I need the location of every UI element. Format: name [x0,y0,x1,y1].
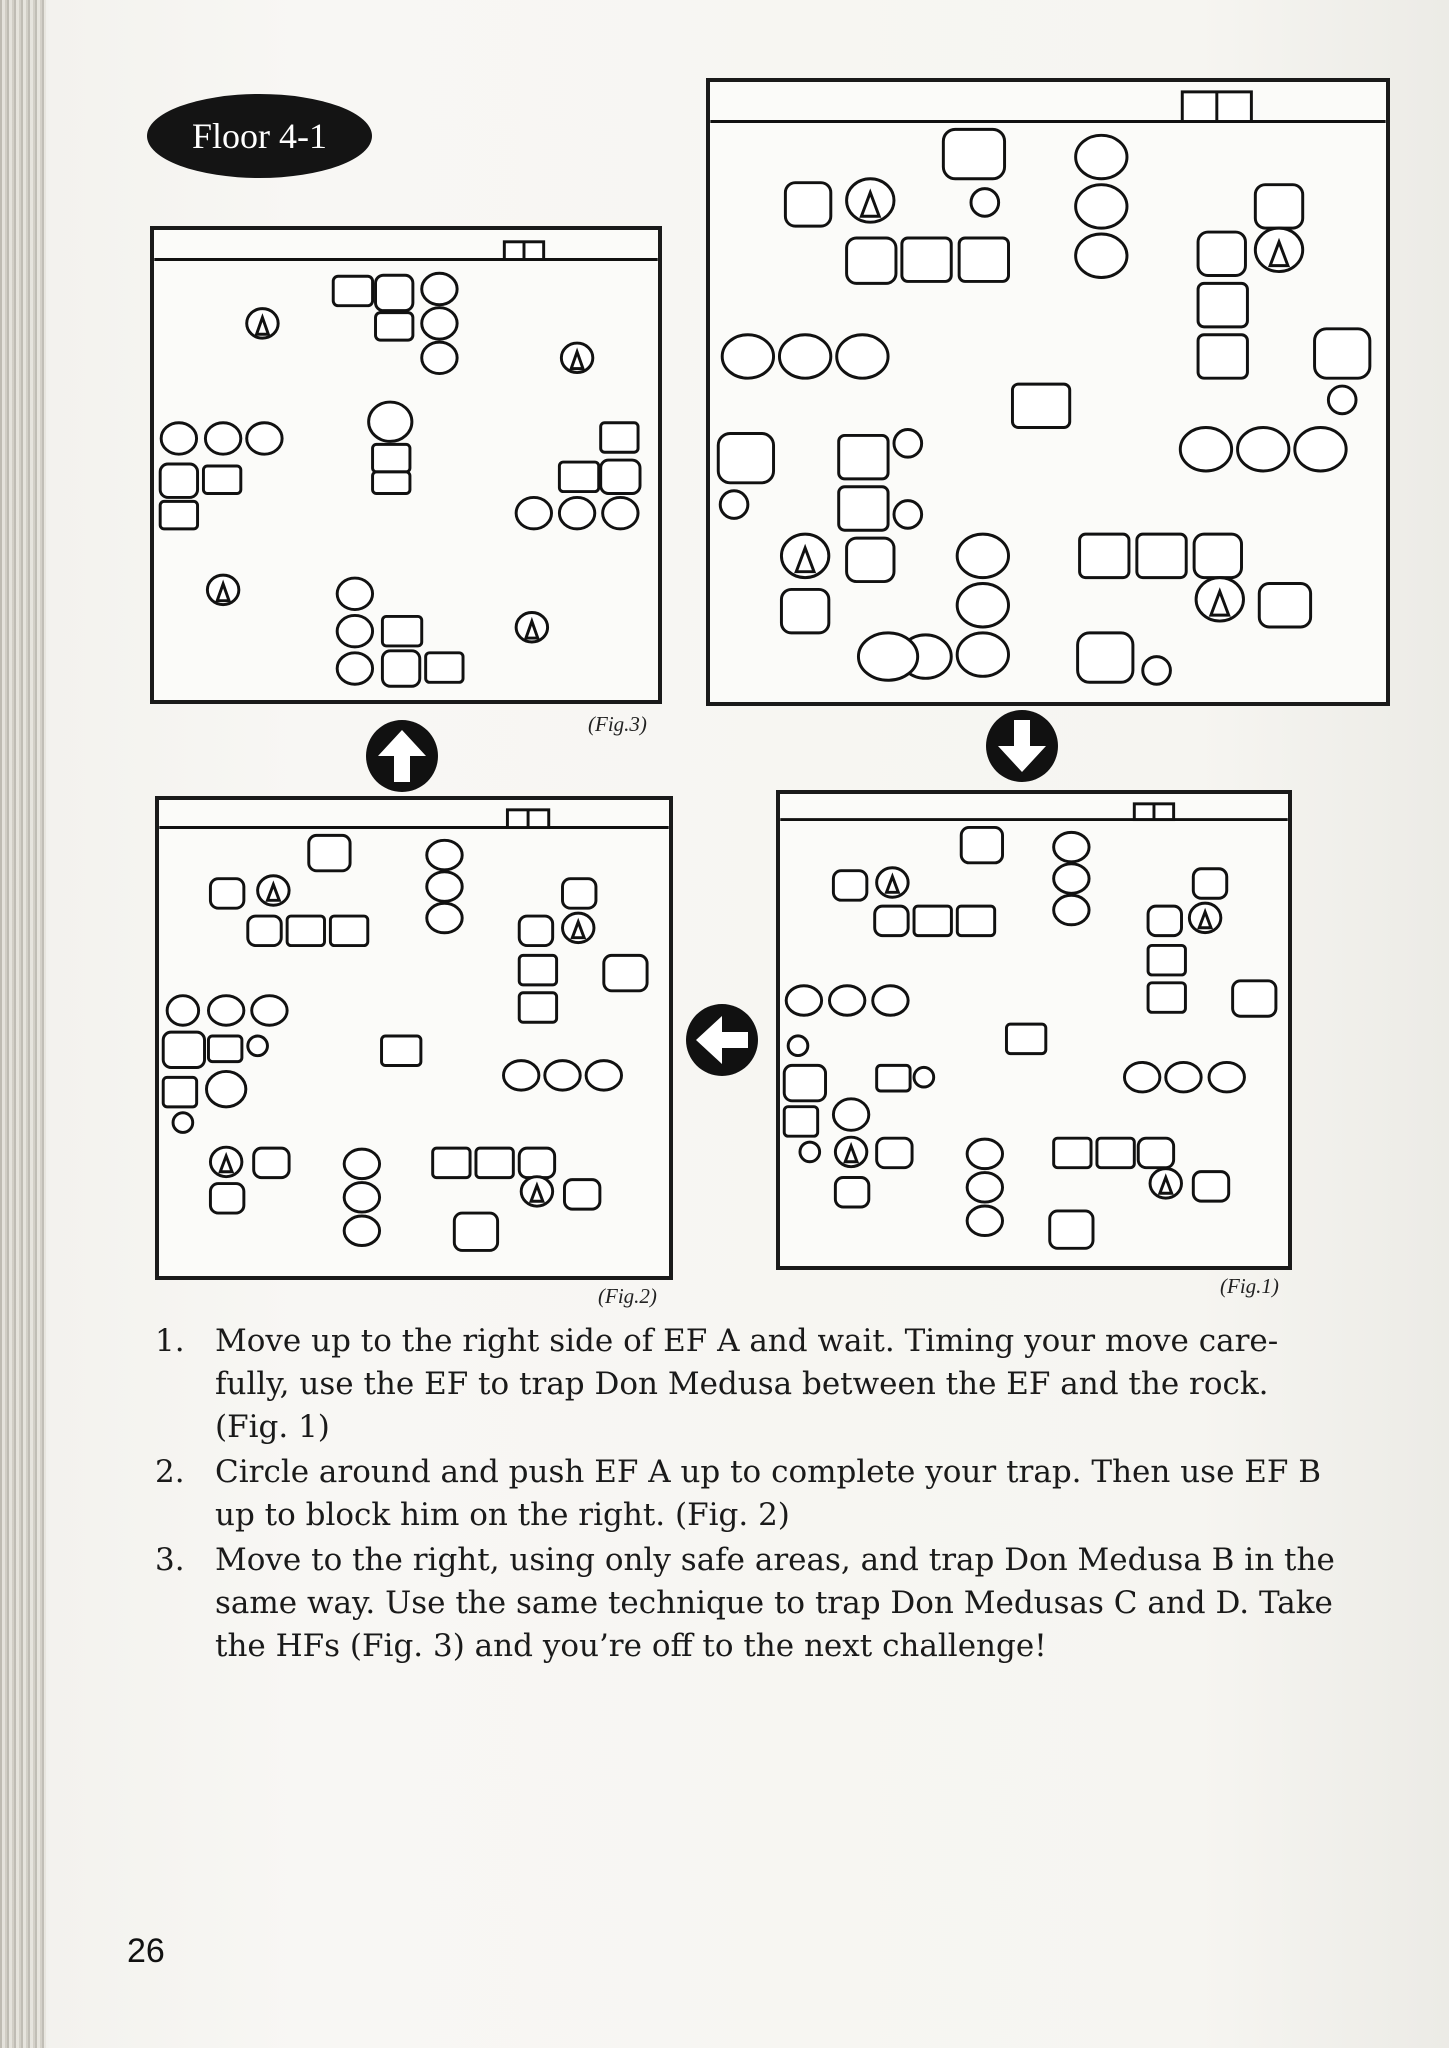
fig2-caption: (Fig.2) [598,1284,657,1308]
start-map [706,78,1390,706]
step-number: 3. [155,1542,185,1578]
exit-door-icon [1182,92,1251,122]
start-map-drawing [710,82,1386,702]
step-line: same way. Use the same technique to trap Don Medusas C and D. Take [215,1585,1333,1621]
page-number: 26 [127,1932,165,1970]
step-number: 2. [155,1454,185,1490]
exit-door-icon [507,810,548,828]
floor-label: Floor 4-1 [192,116,327,156]
floor-badge [147,94,372,178]
step-line: (Fig. 1) [215,1409,330,1445]
fig3-caption: (Fig.3) [588,712,647,736]
instructions-list [155,1320,1355,1670]
fig2-map [155,796,673,1280]
up-arrow-icon [364,718,440,794]
instruction-step [155,1320,1355,1449]
step-line: Move to the right, using only safe areas, and trap Don Medusa B in the [215,1542,1335,1578]
instruction-step [155,1539,1355,1668]
fig1-map [776,790,1292,1270]
fig3-map [150,226,662,704]
exit-door-icon [1134,804,1173,820]
step-line: Move up to the right side of EF A and wait. Timing your move care- [215,1323,1279,1359]
step-line: up to block him on the right. (Fig. 2) [215,1497,790,1533]
step-line: fully, use the EF to trap Don Medusa between the EF and the rock. [215,1366,1269,1402]
book-binding [0,0,46,2048]
step-number: 1. [155,1323,185,1359]
fig1-caption: (Fig.1) [1220,1274,1279,1298]
step-line: Circle around and push EF A up to complete your trap. Then use EF B [215,1454,1322,1490]
fig2-map-drawing [159,800,669,1276]
fig1-map-drawing [780,794,1288,1266]
fig3-map-drawing [154,230,658,700]
left-arrow-icon [684,1002,760,1078]
down-arrow-icon [984,708,1060,784]
step-line: the HFs (Fig. 3) and you’re off to the next challenge! [215,1628,1047,1664]
instruction-step [155,1451,1355,1537]
exit-door-icon [504,242,543,260]
